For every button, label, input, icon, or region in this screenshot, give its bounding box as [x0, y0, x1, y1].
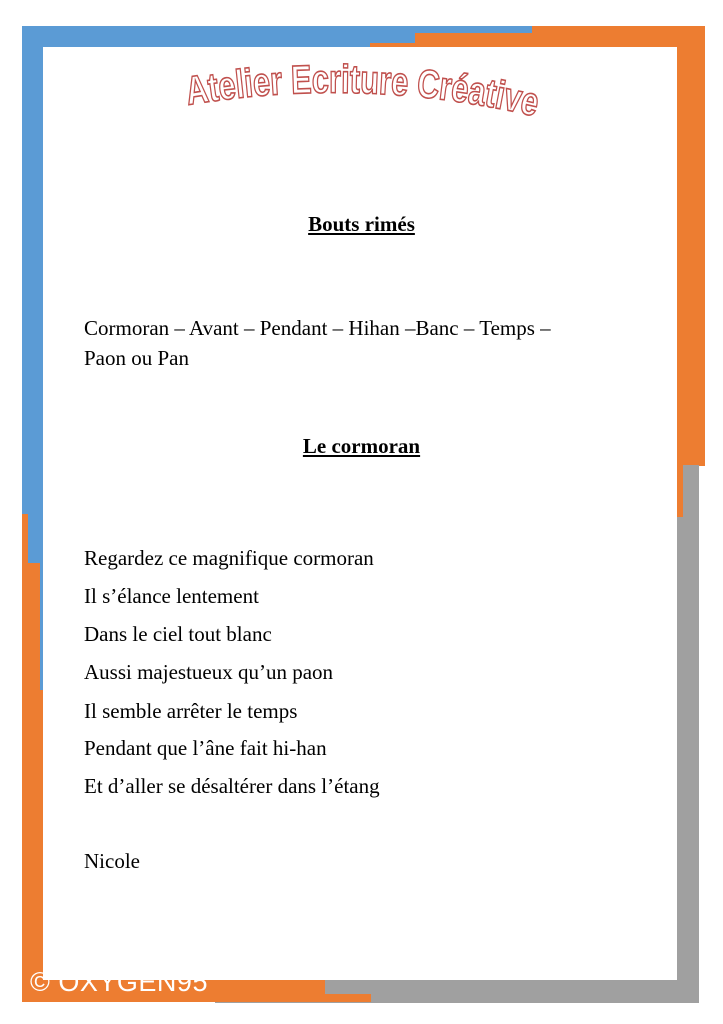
- poem-line: Aussi majestueux qu’un paon: [84, 660, 334, 684]
- poem-line: Et d’aller se désaltérer dans l’étang: [84, 774, 380, 798]
- frame-right-gray: [677, 465, 699, 1003]
- frame-left-orange-step: [22, 514, 28, 564]
- page-content-area: [43, 47, 677, 980]
- poem-title: Le cormoran: [302, 434, 421, 458]
- poem-line: Regardez ce magnifique cormoran: [84, 546, 374, 570]
- rhyme-words-line-2: Paon ou Pan: [84, 346, 189, 370]
- frame-left-orange: [22, 690, 43, 1002]
- poem-line: Il s’élance lentement: [84, 584, 259, 608]
- frame-right-orange: [677, 26, 705, 466]
- poem-author: Nicole: [84, 849, 140, 873]
- rhyme-words-line-1: Cormoran – Avant – Pendant – Hihan –Banc – Temps –: [84, 316, 551, 340]
- frame-bottom-orange-step2: [22, 994, 371, 1002]
- poem-line: Pendant que l’âne fait hi-han: [84, 736, 327, 760]
- poem-line: Il semble arrêter le temps: [84, 699, 298, 723]
- frame-right-orange-step: [677, 465, 683, 517]
- svg-text:Atelier Ecriture Créative: [182, 57, 549, 125]
- frame-left-orange-step2: [22, 563, 40, 693]
- copyright-watermark: © OXYGEN95: [30, 967, 208, 992]
- header-title: Atelier Ecriture Créative: [182, 57, 549, 125]
- section-heading-bouts-rimes: Bouts rimés: [308, 212, 415, 236]
- frame-top-orange-step: [415, 33, 532, 47]
- header-title-wordart: [170, 50, 560, 125]
- poem-line: Dans le ciel tout blanc: [84, 622, 272, 646]
